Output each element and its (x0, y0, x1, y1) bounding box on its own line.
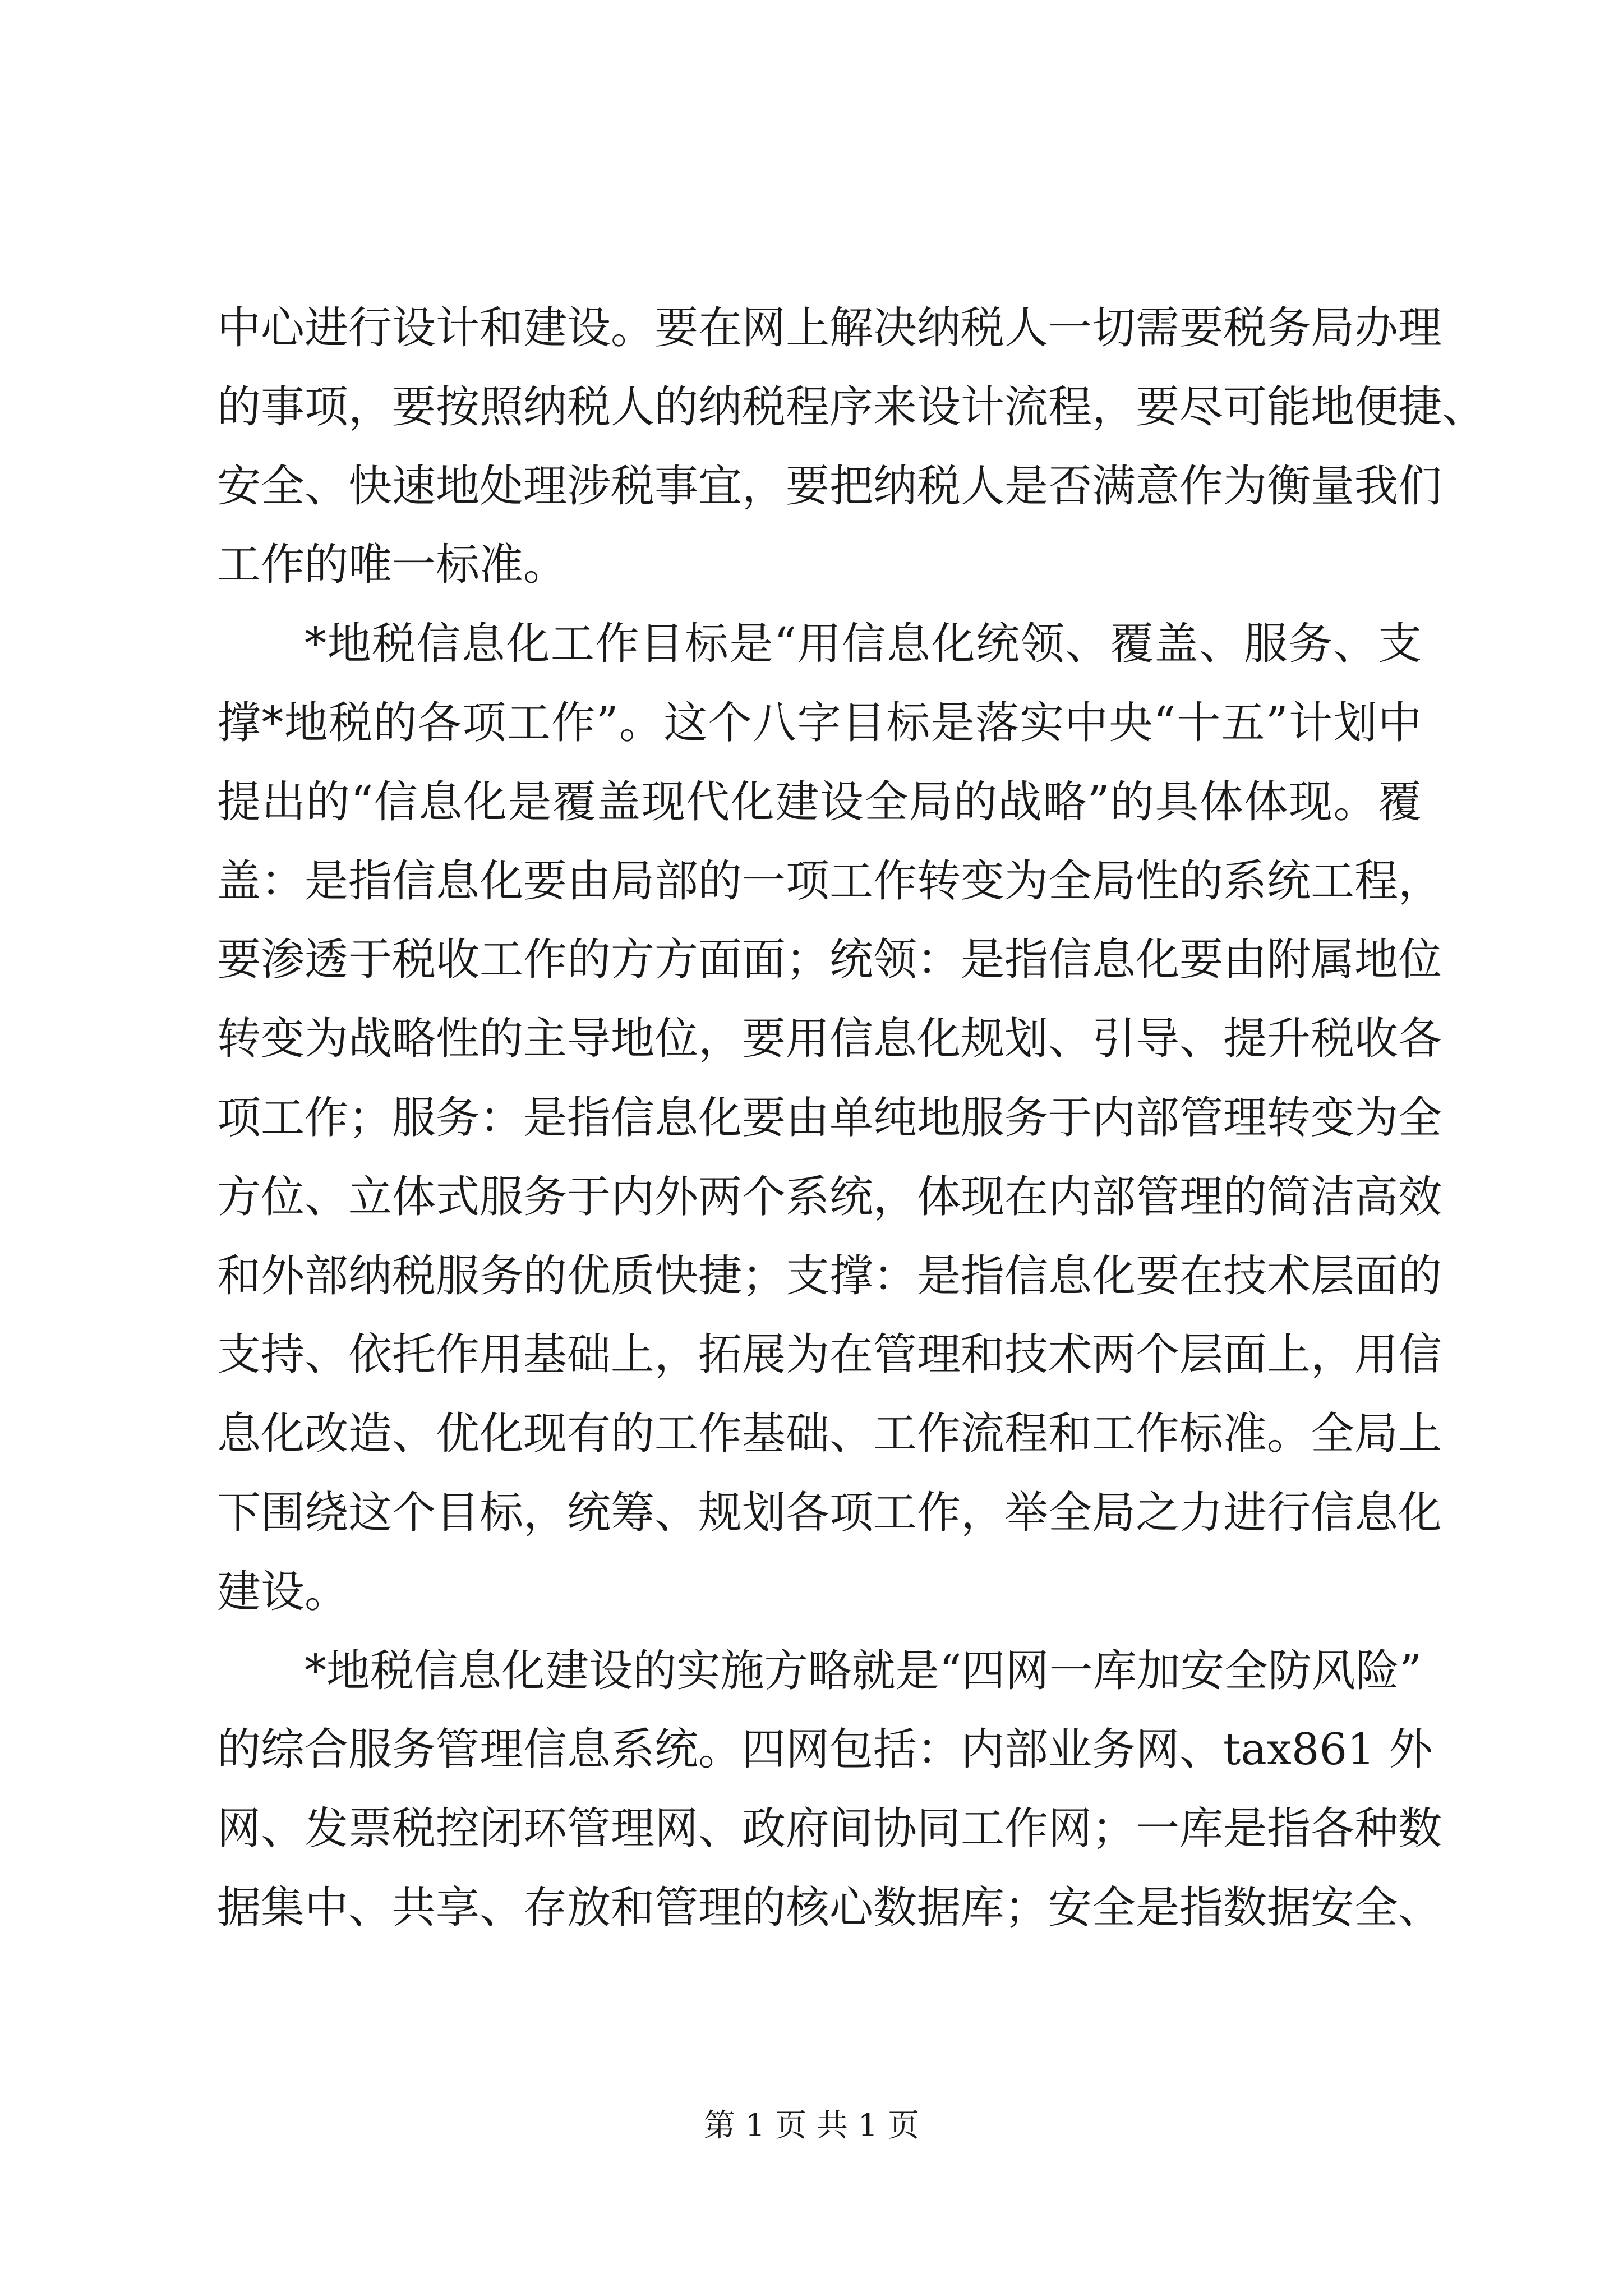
text-line: 网、发票税控闭环管理网、政府间协同工作网；一库是指各种数 (217, 1803, 1442, 1855)
text-line: 转变为战略性的主导地位，要用信息化规划、引导、提升税收各 (217, 1014, 1442, 1065)
text-line: 中心进行设计和建设。要在网上解决纳税人一切需要税务局办理 (217, 303, 1442, 353)
text-line: 息化改造、优化现有的工作基础、工作流程和工作标准。全局上 (217, 1409, 1442, 1460)
text-line: 和外部纳税服务的优质快捷；支撑：是指信息化要在技术层面的 (217, 1250, 1442, 1301)
text-line: *地税信息化工作目标是“用信息化统领、覆盖、服务、支 (305, 619, 1422, 670)
text-line: 撑*地税的各项工作”。这个八字目标是落实中央“十五”计划中 (217, 697, 1422, 748)
text-line: 要渗透于税收工作的方方面面；统领：是指信息化要由附属地位 (217, 935, 1442, 986)
text-line: 项工作；服务：是指信息化要由单纯地服务于内部管理转变为全 (217, 1092, 1442, 1143)
text-line: 下围绕这个目标，统筹、规划各项工作，举全局之力进行信息化 (217, 1487, 1442, 1538)
text-line: 据集中、共享、存放和管理的核心数据库；安全是指数据安全、 (217, 1882, 1442, 1933)
text-line: 提出的“信息化是覆盖现代化建设全局的战略”的具体体现。覆 (217, 776, 1422, 827)
text-line: 安全、快速地处理涉税事宜，要把纳税人是否满意作为衡量我们 (217, 461, 1442, 512)
text-line: 盖：是指信息化要由局部的一项工作转变为全局性的系统工程， (217, 855, 1442, 907)
text-line: 建设。 (217, 1566, 349, 1617)
page-footer: 第 1 页 共 1 页 (703, 2108, 920, 2144)
text-line: 的事项，要按照纳税人的纳税程序来设计流程，要尽可能地便捷、 (217, 381, 1486, 432)
text-line: *地税信息化建设的实施方略就是“四网一库加安全防风险” (305, 1645, 1422, 1696)
text-line: 工作的唯一标准。 (217, 540, 568, 591)
body-text (217, 289, 1486, 1948)
text-line: 的综合服务管理信息系统。四网包括：内部业务网、tax861 外 (217, 1724, 1433, 1775)
text-line: 支持、依托作用基础上，拓展为在管理和技术两个层面上，用信 (217, 1329, 1442, 1381)
text-line: 方位、立体式服务于内外两个系统，体现在内部管理的简洁高效 (217, 1171, 1442, 1222)
